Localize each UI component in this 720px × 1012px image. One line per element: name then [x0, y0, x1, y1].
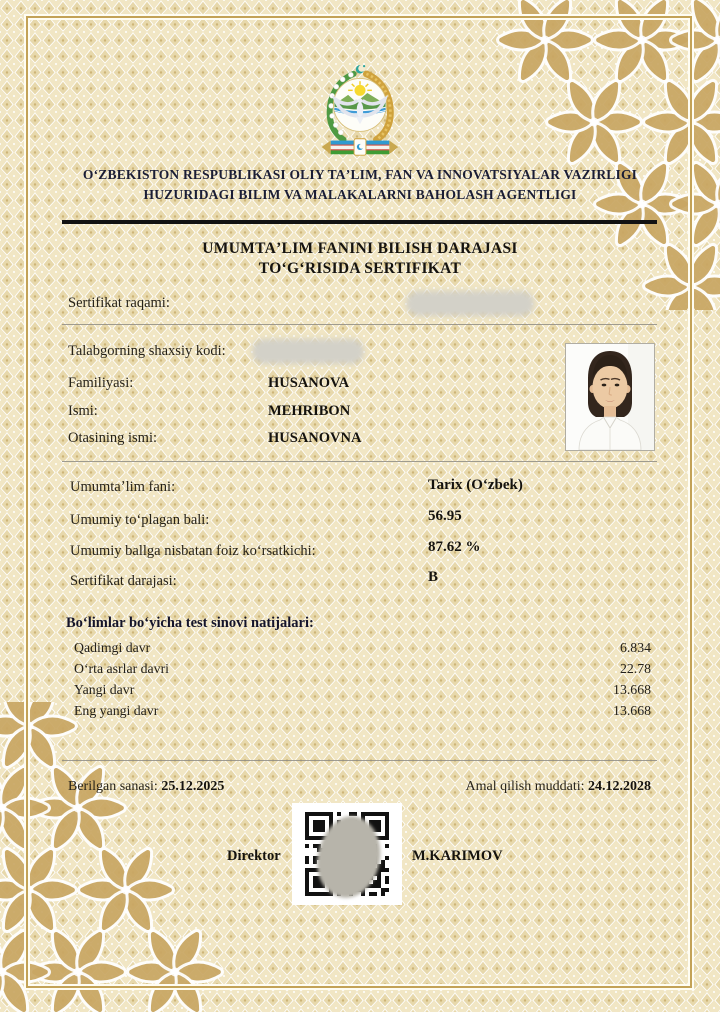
result-value: 6.834: [619, 640, 651, 655]
director-label: Direktor: [227, 848, 281, 864]
section-results-title: Boʻlimlar boʻyicha test sinovi natijalari:: [66, 615, 314, 631]
valid-date-row: [466, 779, 652, 795]
header-rule: [62, 220, 657, 224]
result-label: Eng yangi davr: [74, 703, 159, 718]
result-value: 13.668: [613, 682, 651, 697]
result-label: Qadimgi davr: [74, 640, 151, 655]
subject-label: Umumtaʼlim fani:: [70, 479, 176, 495]
divider: [62, 324, 657, 325]
issued-date-label: Berilgan sanasi:: [68, 779, 158, 794]
subject-value: Tarix (Oʻzbek): [428, 477, 523, 493]
surname-label: Familiyasi:: [68, 375, 134, 391]
percent-label: Umumiy ballga nisbatan foiz koʻrsatkichi:: [70, 543, 316, 559]
grade-value: B: [428, 569, 439, 585]
result-row: [62, 661, 651, 677]
result-label: Yangi davr: [74, 682, 135, 697]
valid-date-label: Amal qilish muddati:: [465, 779, 585, 794]
divider: [62, 461, 657, 462]
result-label: Oʻrta asrlar davri: [74, 661, 169, 676]
ministry-header-line2: HUZURIDAGI BILIM VA MALAKALARNI BAHOLASH AGENTLIGI: [143, 187, 577, 202]
uzbekistan-emblem-icon: [314, 62, 406, 157]
surname-value: HUSANOVA: [268, 375, 350, 391]
divider: [62, 760, 657, 761]
name-label: Ismi:: [68, 403, 98, 419]
patronymic-label: Otasining ismi:: [68, 430, 158, 446]
total-score-value: 56.95: [428, 508, 462, 524]
total-score-label: Umumiy toʻplagan bali:: [70, 512, 210, 528]
result-value: 13.668: [613, 703, 651, 718]
grade-label: Sertifikat darajasi:: [70, 573, 177, 589]
portrait-icon: [566, 344, 654, 450]
name-value: MEHRIBON: [268, 403, 351, 419]
ministry-header-line1: OʻZBEKISTON RESPUBLIKASI OLIY TAʼLIM, FAN VA INNOVATSIYALAR VAZIRLIGI: [82, 167, 638, 182]
patronymic-value: HUSANOVNA: [268, 430, 362, 446]
applicant-photo: [565, 343, 655, 451]
valid-date-value: 24.12.2028: [588, 779, 651, 794]
cert-number-redacted-value: [406, 291, 534, 316]
personal-code-label: Talabgorning shaxsiy kodi:: [68, 343, 226, 359]
certificate-title-line1: UMUMTAʼLIM FANINI BILISH DARAJASI: [202, 240, 518, 257]
result-row: [62, 703, 651, 719]
result-row: [62, 640, 651, 656]
issued-date-value: 25.12.2025: [161, 779, 225, 794]
result-value: 22.78: [619, 661, 651, 676]
certificate-title-line2: TOʻGʻRISIDA SERTIFIKAT: [258, 260, 462, 277]
result-row: [62, 682, 651, 698]
issued-date-row: [68, 779, 224, 795]
personal-code-redacted-value: [252, 339, 364, 364]
cert-number-label: Sertifikat raqami:: [68, 295, 170, 311]
director-name: M.KARIMOV: [412, 848, 503, 864]
percent-value: 87.62 %: [428, 539, 481, 555]
